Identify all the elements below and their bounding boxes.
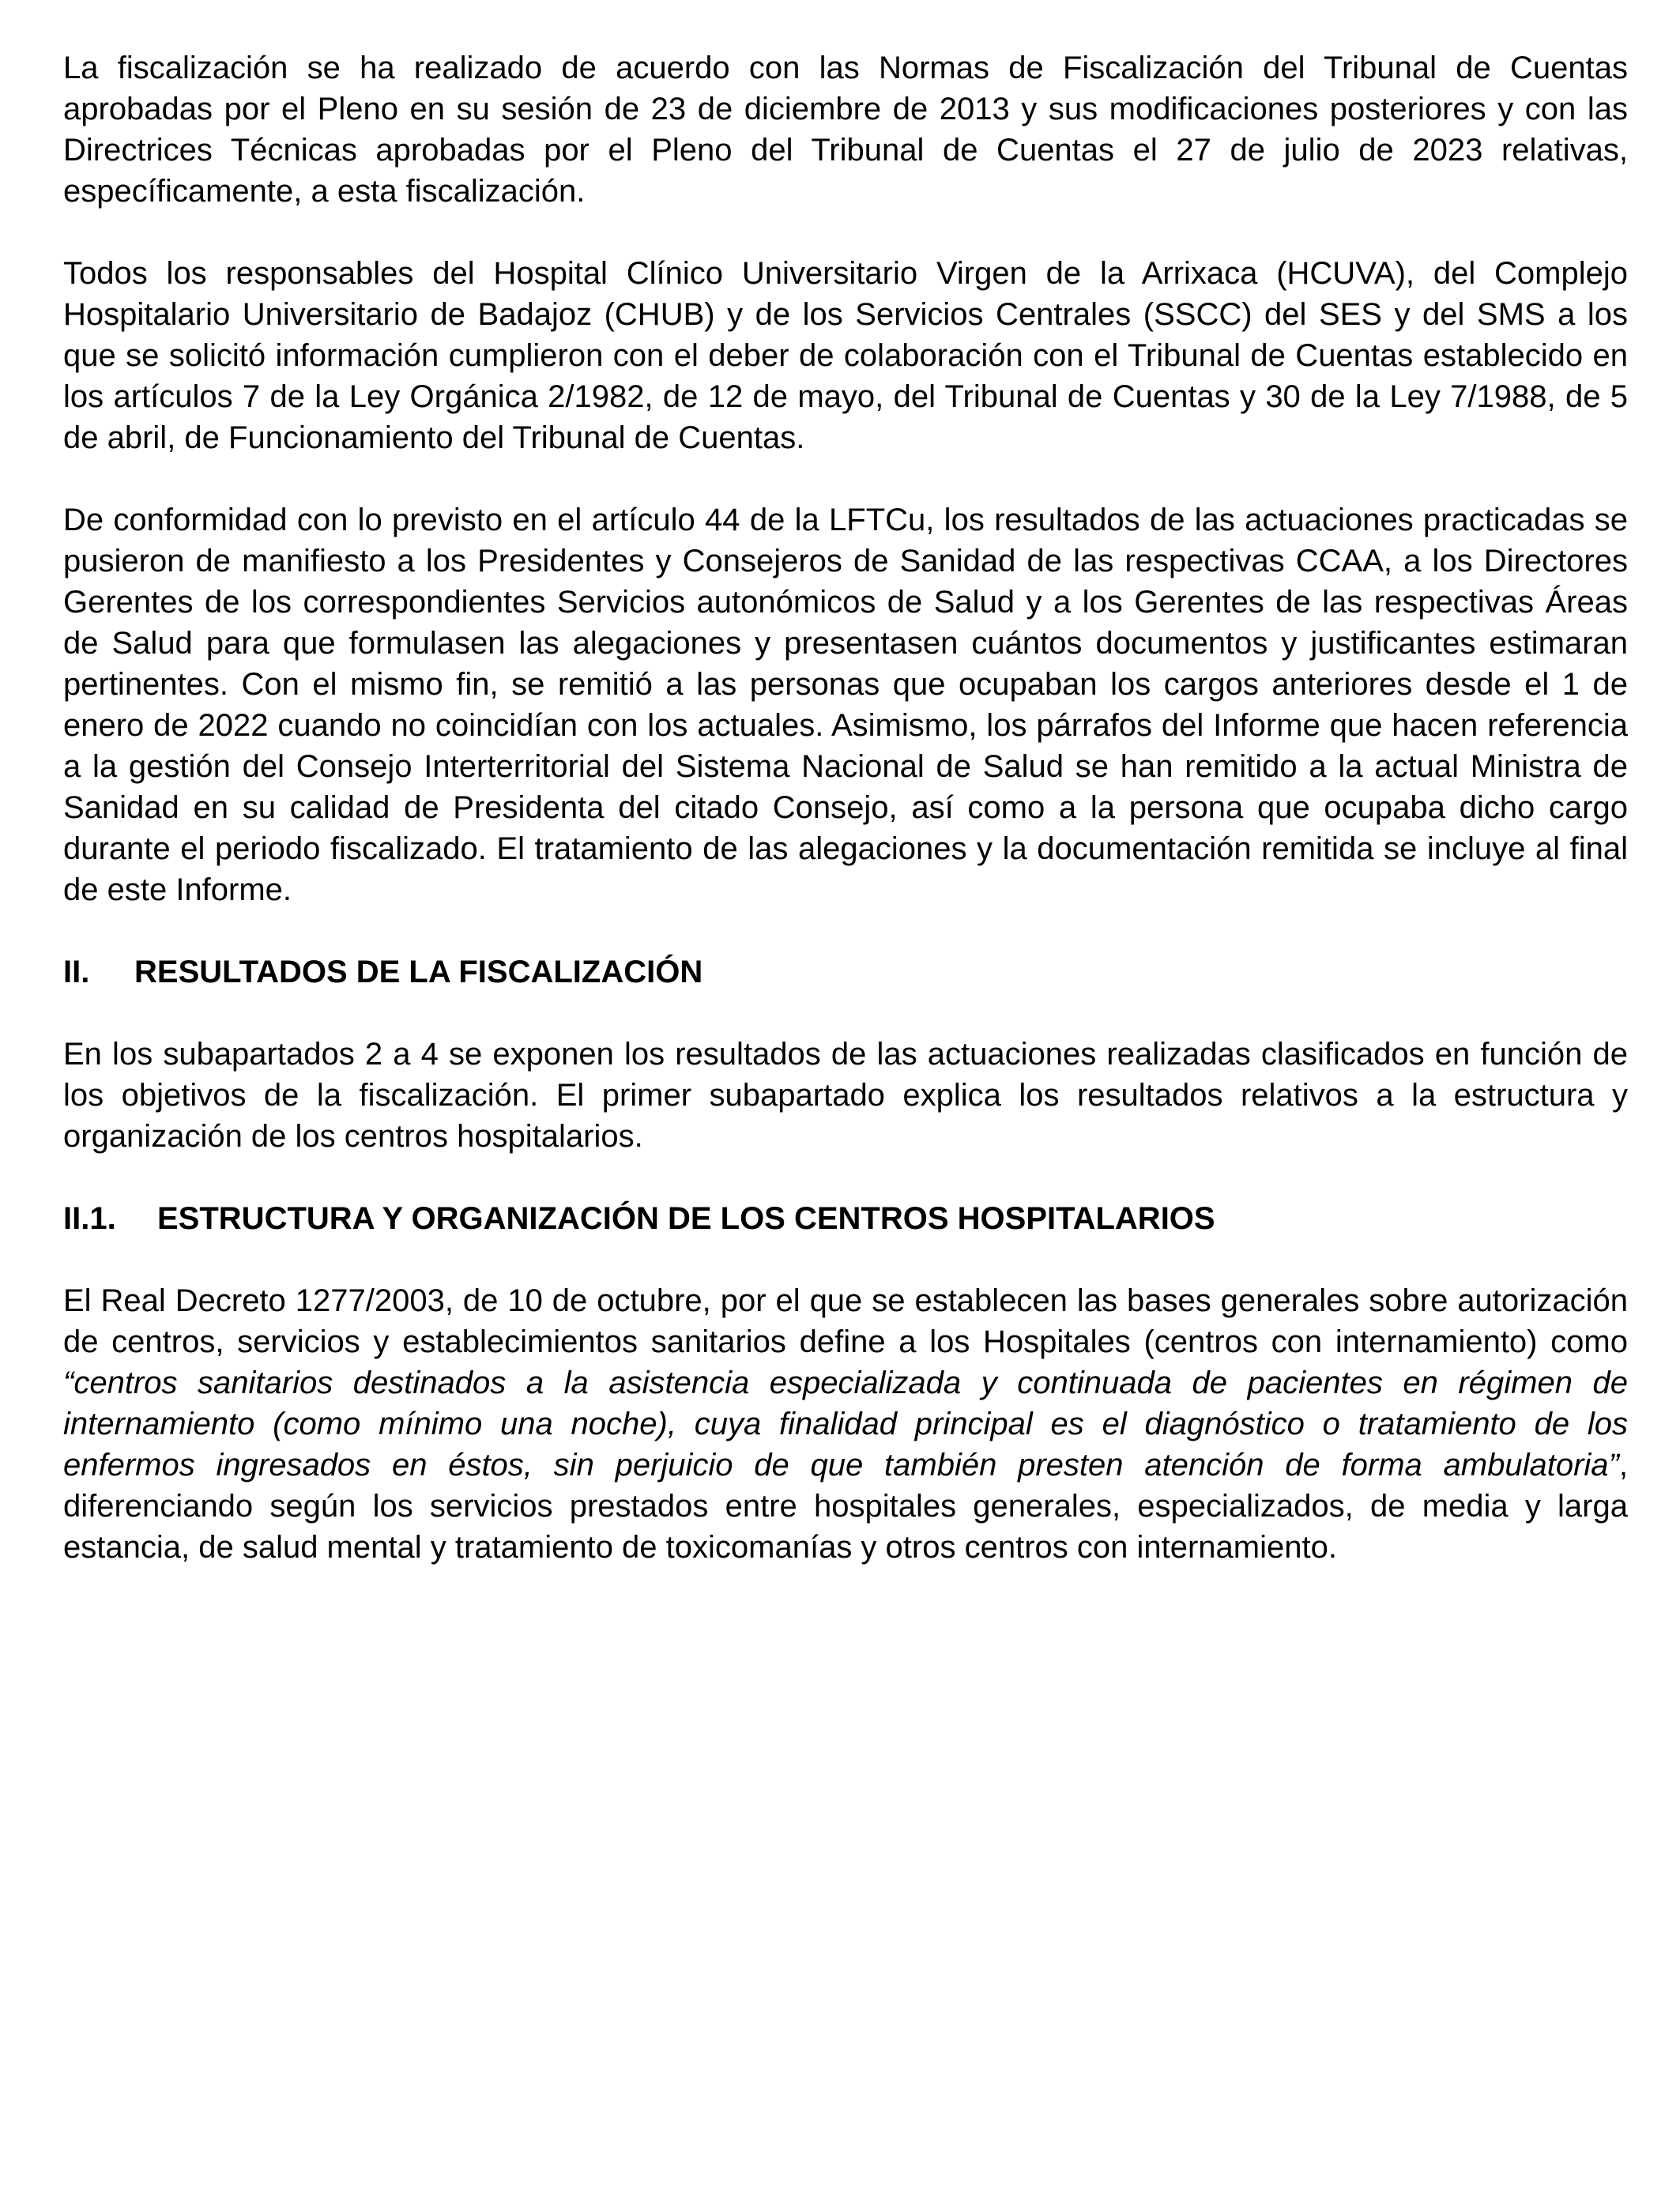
paragraph-real-decreto [63, 1280, 1628, 1568]
paragraph-alegaciones: De conformidad con lo previsto en el artículo 44 de la LFTCu, los resultados de las actuaciones practicadas se pusieron de manifiesto a los Presidentes y Consejeros de Sanidad de las respectivas CCAA, a los Directores Gerentes de los correspondientes Servicios autonómicos de Salud y a los Gerentes de las respectivas Áreas de Salud para que formulasen las alegaciones y presentasen cuántos documentos y justificantes estimaran pertinentes. Con el mismo fin, se remitió a las personas que ocupaban los cargos anteriores desde el 1 de enero de 2022 cuando no coincidían con los actuales. Asimismo, los párrafos del Informe que hacen referencia a la gestión del Consejo Interterritorial del Sistema Nacional de Salud se han remitido a la actual Ministra de Sanidad en su calidad de Presidenta del citado Consejo, así como a la persona que ocupaba dicho cargo durante el periodo fiscalizado. El tratamiento de las alegaciones y la documentación remitida se incluye al final de este Informe. [63, 503, 1628, 907]
real-decreto-text-end: , diferenciando según los servicios prestados entre hospitales generales, especializados, de media y larga estancia, de salud mental y tratamiento de toxicomanías y otros centros con internamiento. [63, 1448, 1628, 1565]
section-number: II. [63, 955, 90, 989]
subsection-title: ESTRUCTURA Y ORGANIZACIÓN DE LOS CENTROS HOSPITALARIOS [157, 1201, 1215, 1236]
subsection-number: II.1. [63, 1201, 116, 1236]
section-heading [63, 951, 1628, 993]
paragraph-subapartados: En los subapartados 2 a 4 se exponen los resultados de las actuaciones realizadas clasificados en función de los objetivos de la fiscalización. El primer subapartado explica los resultados relativos a la estructura y organización de los centros hospitalarios. [63, 1037, 1628, 1154]
document-page [63, 47, 1628, 1609]
paragraph-colaboracion: Todos los responsables del Hospital Clínico Universitario Virgen de la Arrixaca (HCUVA), del Complejo Hospitalario Universitario de Badajoz (CHUB) y de los Servicios Centrales (SSCC) del SES y del SMS a los que se solicitó información cumplieron con el deber de colaboración con el Tribunal de Cuentas establecido en los artículos 7 de la Ley Orgánica 2/1982, de 12 de mayo, del Tribunal de Cuentas y 30 de la Ley 7/1988, de 5 de abril, de Funcionamiento del Tribunal de Cuentas. [63, 256, 1628, 455]
section-title: RESULTADOS DE LA FISCALIZACIÓN [134, 955, 703, 989]
subsection-heading [63, 1198, 1628, 1239]
real-decreto-quote: “centros sanitarios destinados a la asistencia especializada y continuada de pacientes en régimen de internamiento (como mínimo una noche), cuya finalidad principal es el diagnóstico o tratamiento de los enfermos ingresados en éstos, sin perjuicio de que también presten atención de forma ambulatoria” [63, 1366, 1628, 1483]
real-decreto-text-start: El Real Decreto 1277/2003, de 10 de octubre, por el que se establecen las bases generales sobre autorización de centros, servicios y establecimientos sanitarios define a los Hospitales (centros con internamiento) como [63, 1283, 1628, 1359]
paragraph-normas-fiscalizacion: La fiscalización se ha realizado de acuerdo con las Normas de Fiscalización del Tribunal de Cuentas aprobadas por el Pleno en su sesión de 23 de diciembre de 2013 y sus modificaciones posteriores y con las Directrices Técnicas aprobadas por el Pleno del Tribunal de Cuentas el 27 de julio de 2023 relativas, específicamente, a esta fiscalización. [63, 51, 1628, 209]
